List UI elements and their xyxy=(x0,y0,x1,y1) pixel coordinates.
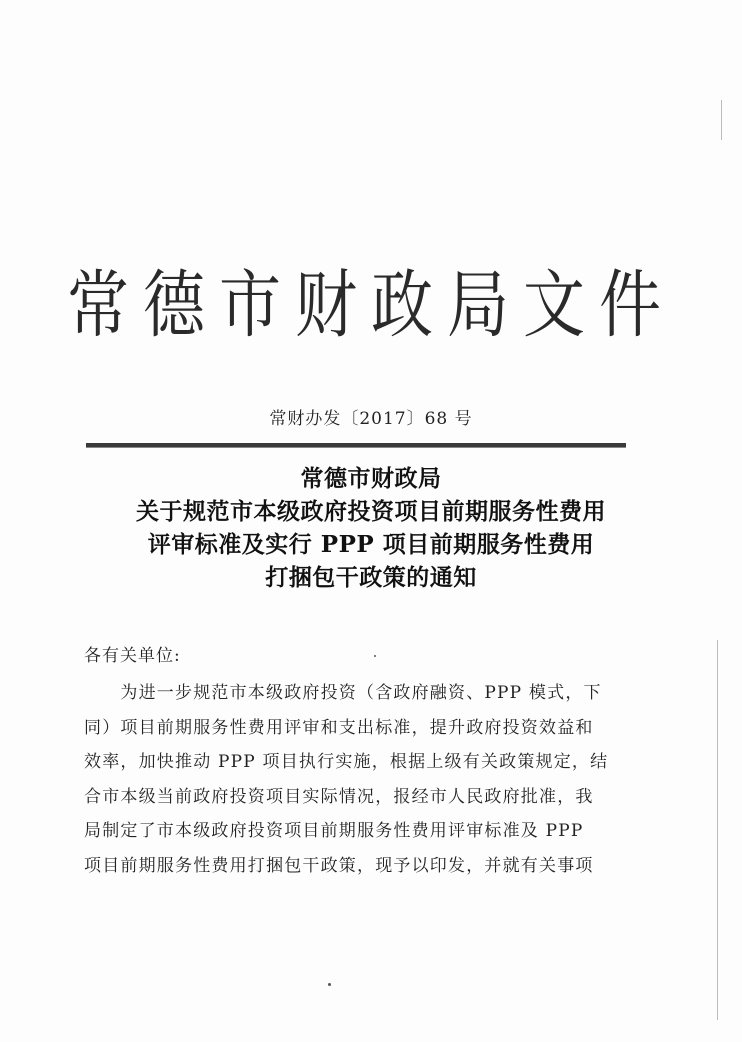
body-line: 同）项目前期服务性费用评审和支出标准，提升政府投资效益和 xyxy=(84,717,594,738)
title-line: 打捆包干政策的通知 xyxy=(265,564,477,591)
body-line: 为进一步规范市本级政府投资（含政府融资、PPP 模式，下 xyxy=(84,683,602,703)
title-line: 常德市财政局 xyxy=(300,465,442,492)
issuer-header: 常德市财政局文件 xyxy=(66,261,675,348)
body-line: 效率，加快推动 PPP 项目执行实施，根据上级有关政策规定，结 xyxy=(84,752,609,772)
scan-speck xyxy=(374,655,376,657)
scan-edge-mark xyxy=(721,100,722,140)
title-line: 关于规范市本级政府投资项目前期服务性费用 xyxy=(136,498,606,525)
scan-edge-mark xyxy=(717,640,718,1020)
body-line: 合市本级当前政府投资项目实际情况，报经市人民政府批准，我 xyxy=(84,786,594,807)
document-number: 常财办发〔2017〕68 号 xyxy=(269,409,473,429)
body-line: 局制定了市本级政府投资项目前期服务性费用评审标准及 PPP xyxy=(84,821,584,841)
header-divider xyxy=(86,443,626,448)
salutation: 各有关单位: xyxy=(84,646,181,666)
body-paragraph xyxy=(84,676,644,883)
title-line: 评审标准及实行 PPP 项目前期服务性费用 xyxy=(147,531,595,558)
document-title xyxy=(60,462,682,594)
scan-speck xyxy=(328,983,331,986)
body-line: 项目前期服务性费用打捆包干政策，现予以印发，并就有关事项 xyxy=(84,855,594,876)
